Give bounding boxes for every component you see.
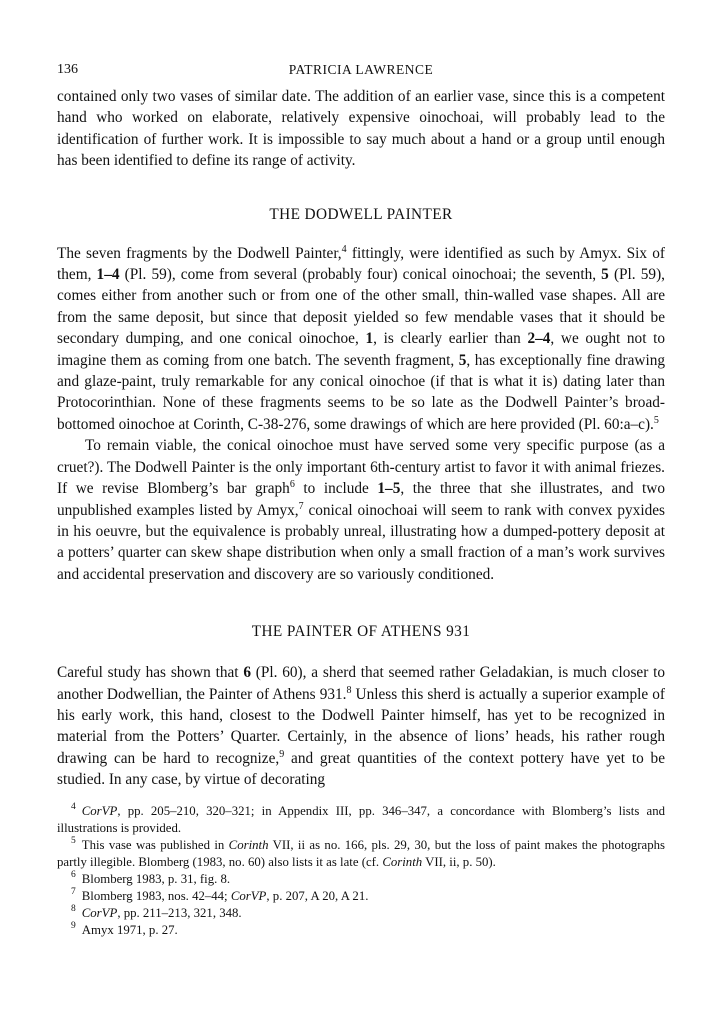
footnote-7: $^7$ Blomberg 1983, nos. 42–44; CorVP, p. 207, A 20, A 21.: [71, 887, 369, 903]
running-head-author: PATRICIA LAWRENCE: [288, 62, 434, 77]
footnote-number: 8: [71, 904, 76, 915]
athens-paragraph-1: Careful study has shown that 6 (Pl. 60), a sherd that seemed rather Geladakian, is much closer to another Dodwellian, the Painter of Athens 931.$^8$ Unless this sherd is actually a superior example of his early work, this hand, closest to the Dodwell Painter himself, has yet to be recognized in material from the Potters’ Quarter. Certainly, in the absence of lions’ heads, his rather rough drawing can be hard to recognize,$^9$ and great quantities of the context pottery have yet to be studied. In any case, by virtue of decorating: [57, 664, 665, 789]
intro-paragraph: contained only two vases of similar date. The addition of an earlier vase, since this is a competent hand who worked on elaborate, relatively expensive oinochoai, will probably lead to the identification of further work. It is impossible to say much about a hand or a group until enough has been identified to define its range of activity.: [57, 88, 665, 170]
section-heading-dodwell: THE DODWELL PAINTER: [269, 205, 453, 223]
footnote-number: 5: [71, 836, 76, 847]
section-heading-athens-931: THE PAINTER OF ATHENS 931: [251, 623, 471, 641]
footnote-5: $^5$ This vase was published in Corinth VII, ii as no. 166, pls. 29, 30, but the loss of paint makes the photographs partly illegible. Blomberg (1983, no. 60) also lists it as late (cf. Corinth VII, ii, p. 50).: [57, 836, 665, 869]
footnote-number: 4: [71, 802, 76, 813]
footnote-4: $^4$ CorVP, pp. 205–210, 320–321; in Appendix III, pp. 346–347, a concordance with Blomberg’s lists and illustrations is provided.: [57, 802, 665, 835]
footnote-ref-6[interactable]: 6: [289, 479, 295, 490]
footnote-ref-8[interactable]: 8: [346, 684, 352, 696]
footnote-ref-9[interactable]: 9: [279, 748, 285, 760]
footnote-ref-5[interactable]: 5: [653, 414, 659, 426]
page-number: 136: [57, 62, 78, 77]
dodwell-paragraph-1: The seven fragments by the Dodwell Painter,$^4$ fittingly, were identified as such by Amyx. Six of them, 1–4 (Pl. 59), come from several (probably four) conical oinochoai; the seventh, 5 (Pl. 59), comes either from another such or from one of the other small, thin-walled vase shapes. All are from the same deposit, but since that deposit yielded so few mendable vases that it should be secondary dumping, and one conical oinochoe, 1, is clearly earlier than 2–4, we ought not to imagine them as coming from one batch. The seventh fragment, 5, has exceptionally fine drawing and glaze-paint, truly remarkable for any conical oinochoe (if that is what it is) dating later than Protocorinthian. None of these fragments seems to be so late as the Dodwell Painter’s broad-bottomed oinochoe at Corinth, C-38-276, some drawings of which are here provided (Pl. 60:a–c).$^5$: [57, 243, 666, 433]
footnote-6: $^6$ Blomberg 1983, p. 31, fig. 8.: [71, 870, 231, 886]
footnotes: [57, 803, 665, 939]
running-head: [57, 62, 665, 86]
footnote-number: 7: [71, 887, 76, 898]
footnote-9: $^9$ Amyx 1971, p. 27.: [71, 921, 178, 937]
page: [57, 62, 665, 939]
footnote-ref-7[interactable]: 7: [298, 500, 304, 512]
footnote-number: 9: [71, 921, 76, 932]
footnote-8: $^8$ CorVP, pp. 211–213, 321, 348.: [71, 904, 242, 920]
footnote-ref-4[interactable]: 4: [341, 243, 347, 255]
dodwell-paragraph-2: To remain viable, the conical oinochoe must have served some very specific purpose (as a cruet?). The Dodwell Painter is the only important 6th-century artist to favor it with animal friezes. If we revise Blomberg’s bar graph$^6$ to include 1–5, the three that she illustrates, and two unpublished examples listed by Amyx,$^7$ conical oinochoai will seem to rank with convex pyxides in his oeuvre, but the equivalence is probably unreal, illustrating how a dumped-pottery deposit at a potters’ quarter can skew shape distribution when only a small fraction of a man’s work survives and accidental preservation and discovery are so variously conditioned.: [57, 437, 666, 583]
footnote-number: 6: [71, 870, 76, 881]
